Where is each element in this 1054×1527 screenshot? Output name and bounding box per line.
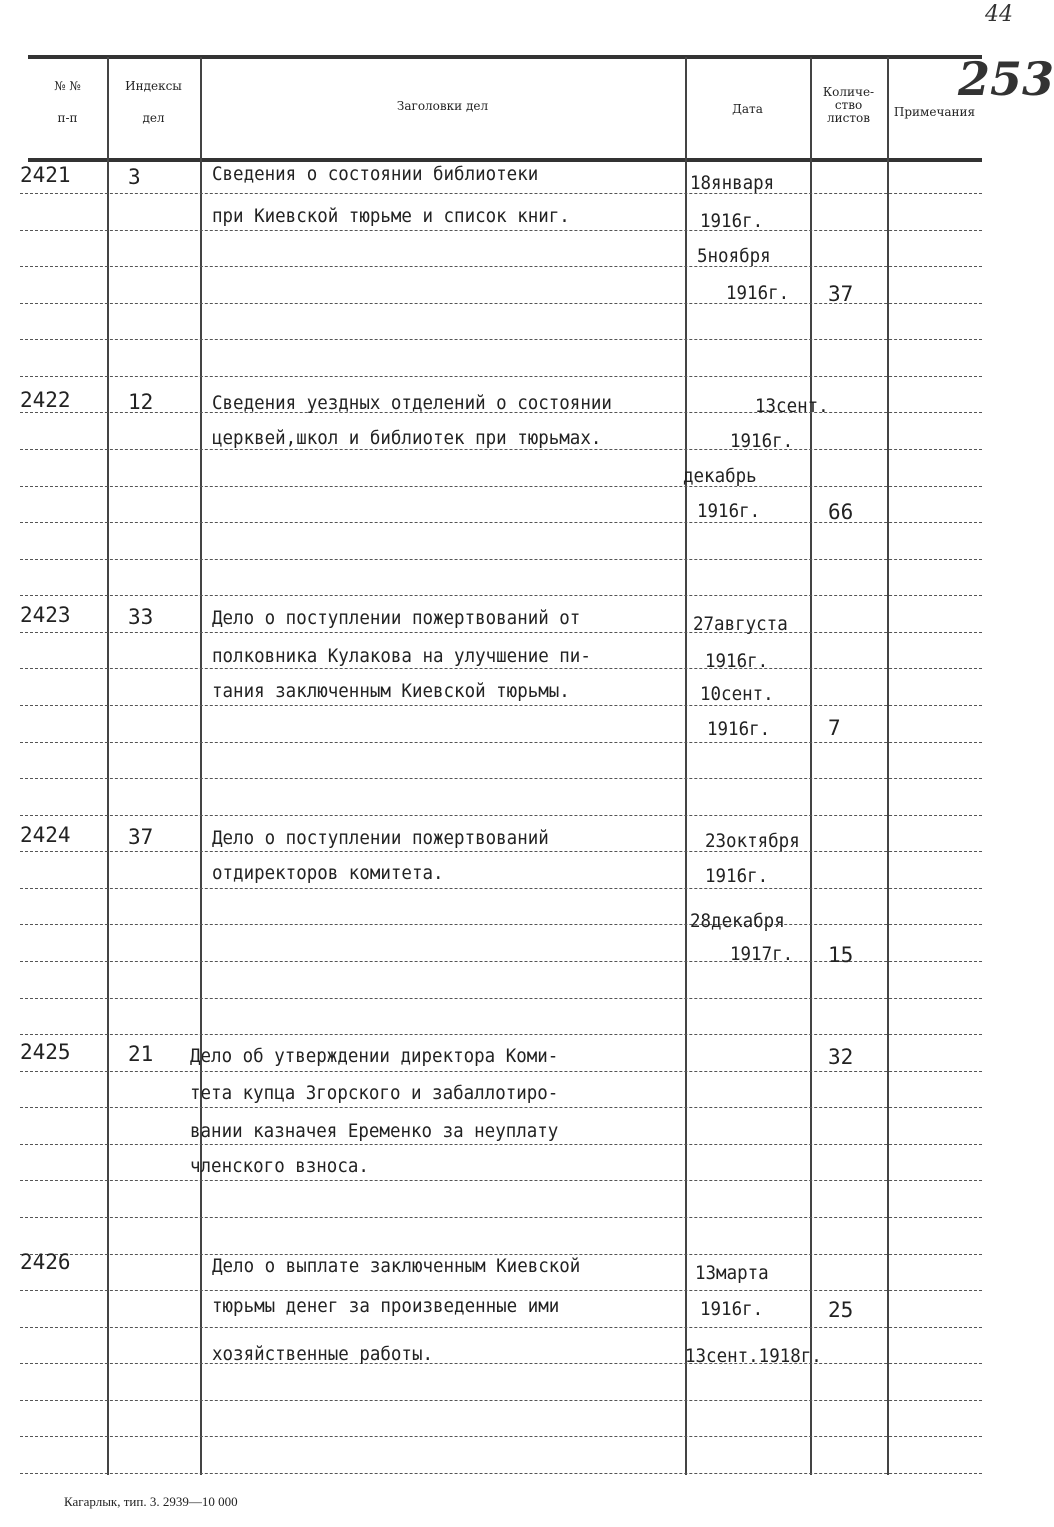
record-sheet-count: 7: [828, 716, 841, 740]
ruled-line: [20, 742, 982, 743]
ruled-line: [20, 486, 982, 487]
ruled-line: [20, 449, 982, 450]
header-number: [30, 78, 105, 126]
record-date: 18января: [690, 172, 775, 194]
record-sheet-count: 15: [828, 943, 854, 967]
header-index: [107, 78, 200, 126]
ruled-line: [20, 1363, 982, 1364]
column-divider: [887, 57, 889, 1475]
ruled-line: [20, 1144, 982, 1145]
record-index: 12: [128, 390, 154, 414]
record-date: 13сент.: [755, 395, 829, 417]
record-number: 2423: [20, 603, 71, 627]
ruled-line: [20, 559, 982, 560]
top-rule: [28, 55, 982, 59]
header-date: Дата: [732, 102, 763, 116]
record-title-line: Дело об утверждении директора Коми-: [190, 1045, 559, 1067]
record-title-line: Дело о выплате заключенным Киевской: [212, 1255, 581, 1277]
header-count-3: листов: [827, 111, 870, 125]
header-number-label: № №: [54, 79, 81, 93]
ruled-line: [20, 1436, 982, 1437]
ruled-line: [20, 339, 982, 340]
archive-sheet-number: 253: [958, 52, 1054, 106]
record-date: 1916г.: [707, 718, 771, 740]
record-sheet-count: 37: [828, 282, 854, 306]
record-date: 5ноября: [697, 245, 771, 267]
header-count-2: ство: [834, 98, 863, 112]
ruled-line: [20, 632, 982, 633]
ruled-line: [20, 851, 982, 852]
record-title-line: тета купца Згорского и забаллотиро-: [190, 1082, 559, 1104]
ruled-line: [20, 924, 982, 925]
ruled-line: [20, 888, 982, 889]
record-index: 21: [128, 1042, 154, 1066]
ruled-line: [20, 595, 982, 596]
record-date: 13сент.1918г.: [685, 1345, 822, 1367]
record-title-line: церквей,школ и библиотек при тюрьмах.: [212, 427, 602, 449]
record-number: 2422: [20, 388, 71, 412]
ruled-line: [20, 1034, 982, 1035]
ruled-line: [20, 376, 982, 377]
record-title-line: Сведения о состоянии библиотеки: [212, 163, 539, 185]
header-number-sub: п-п: [57, 111, 78, 125]
record-title-line: тюрьмы денег за произведенные ими: [212, 1295, 560, 1317]
ruled-line: [20, 1473, 982, 1474]
ruled-line: [20, 998, 982, 999]
ruled-line: [20, 815, 982, 816]
record-number: 2425: [20, 1040, 71, 1064]
record-title-line: Дело о поступлении пожертвований от: [212, 607, 581, 629]
record-index: 3: [128, 165, 141, 189]
column-divider: [810, 57, 812, 1475]
ruled-line: [20, 705, 982, 706]
record-date: 28декабря: [690, 910, 785, 932]
record-title-line: Дело о поступлении пожертвований: [212, 827, 549, 849]
record-sheet-count: 32: [828, 1045, 854, 1069]
record-date: 1916г.: [705, 650, 769, 672]
header-title: Заголовки дел: [396, 99, 489, 113]
printer-footer: Кагарлык, тип. 3. 2939—10 000: [64, 1494, 238, 1509]
archive-sheet-mark: 44: [985, 2, 1013, 27]
record-date: 27августа: [693, 613, 788, 635]
ruled-line: [20, 1327, 982, 1328]
ruled-line: [20, 1290, 982, 1291]
record-date: 1916г.: [700, 1298, 764, 1320]
record-number: 2421: [20, 163, 71, 187]
header-index-label: Индексы: [125, 79, 182, 93]
record-title-line: Сведения уездных отделений о состоянии: [212, 392, 612, 414]
ruled-line: [20, 230, 982, 231]
record-number: 2424: [20, 823, 71, 847]
record-number: 2426: [20, 1250, 71, 1274]
ruled-line: [20, 1180, 982, 1181]
record-title-line: при Киевской тюрьме и список книг.: [212, 205, 570, 227]
record-title-line: отдиректоров комитета.: [212, 862, 444, 884]
record-title-line: членского взноса.: [190, 1155, 369, 1177]
record-date: 1916г.: [726, 282, 790, 304]
record-sheet-count: 25: [828, 1298, 854, 1322]
record-date: 1916г.: [730, 430, 794, 452]
ruled-line: [20, 668, 982, 669]
header-count-1: Количе-: [822, 85, 875, 99]
ruled-line: [20, 1071, 982, 1072]
record-title-line: хозяйственные работы.: [212, 1343, 434, 1365]
record-date: 1916г.: [697, 500, 761, 522]
record-date: 13марта: [695, 1262, 769, 1284]
column-divider: [200, 57, 202, 1475]
record-date: 10сент.: [700, 683, 774, 705]
header-notes: Примечания: [893, 105, 976, 119]
ruled-line: [20, 1217, 982, 1218]
record-title-line: вании казначея Еременко за неуплату: [190, 1120, 559, 1142]
record-date: 1916г.: [700, 210, 764, 232]
record-date: 1917г.: [730, 943, 794, 965]
record-index: 37: [128, 825, 154, 849]
header-rule: [28, 158, 982, 162]
record-index: 33: [128, 605, 154, 629]
record-title-line: полковника Кулакова на улучшение пи-: [212, 645, 591, 667]
ruled-line: [20, 266, 982, 267]
record-sheet-count: 66: [828, 500, 854, 524]
ruled-line: [20, 1400, 982, 1401]
header-sheet-count: [810, 86, 887, 125]
column-divider: [685, 57, 687, 1475]
ruled-line: [20, 1107, 982, 1108]
record-date: 1916г.: [705, 865, 769, 887]
record-date: декабрь: [683, 465, 757, 487]
ruled-line: [20, 193, 982, 194]
header-index-sub: дел: [142, 111, 165, 125]
record-date: 23октября: [705, 830, 800, 852]
record-title-line: тания заключенным Киевской тюрьмы.: [212, 680, 570, 702]
ruled-line: [20, 778, 982, 779]
column-divider: [107, 57, 109, 1475]
